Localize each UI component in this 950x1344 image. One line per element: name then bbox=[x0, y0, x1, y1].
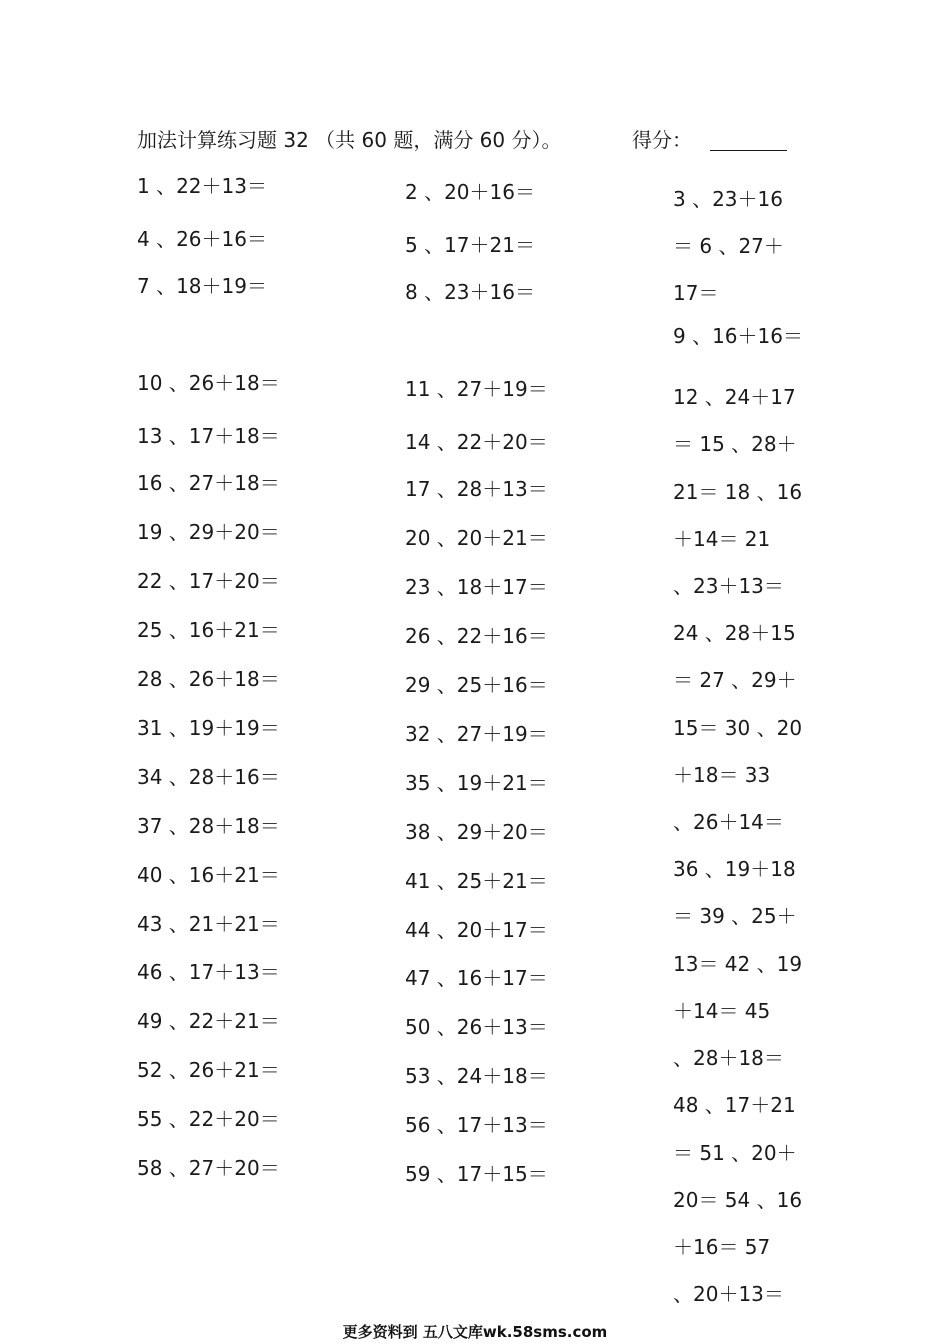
question-23: 23 、18＋17＝ bbox=[405, 575, 548, 599]
question-49: 49 、22＋21＝ bbox=[137, 1009, 280, 1033]
question-31: 31 、19＋19＝ bbox=[137, 716, 280, 740]
question-line: ＝ 6 、27＋ bbox=[673, 234, 784, 258]
question-38: 38 、29＋20＝ bbox=[405, 820, 548, 844]
question-35: 35 、19＋21＝ bbox=[405, 771, 548, 795]
score-label: 得分： bbox=[632, 128, 692, 152]
question-line: ＋18＝ 33 bbox=[673, 763, 771, 787]
question-4: 4 、26＋16＝ bbox=[137, 227, 267, 251]
question-56: 56 、17＋13＝ bbox=[405, 1113, 548, 1137]
question-37: 37 、28＋18＝ bbox=[137, 814, 280, 838]
question-line: 、20＋13＝ bbox=[673, 1282, 784, 1306]
question-44: 44 、20＋17＝ bbox=[405, 918, 548, 942]
question-46: 46 、17＋13＝ bbox=[137, 960, 280, 984]
question-28: 28 、26＋18＝ bbox=[137, 667, 280, 691]
question-29: 29 、25＋16＝ bbox=[405, 673, 548, 697]
question-50: 50 、26＋13＝ bbox=[405, 1015, 548, 1039]
question-59: 59 、17＋15＝ bbox=[405, 1162, 548, 1186]
question-52: 52 、26＋21＝ bbox=[137, 1058, 280, 1082]
question-20: 20 、20＋21＝ bbox=[405, 526, 548, 550]
question-16: 16 、27＋18＝ bbox=[137, 471, 280, 495]
question-line: 36 、19＋18 bbox=[673, 857, 796, 881]
question-line: 15＝ 30 、20 bbox=[673, 716, 803, 740]
question-line: 9 、16＋16＝ bbox=[673, 324, 803, 348]
question-line: ＝ 39 、25＋ bbox=[673, 904, 797, 928]
question-40: 40 、16＋21＝ bbox=[137, 863, 280, 887]
question-55: 55 、22＋20＝ bbox=[137, 1107, 280, 1131]
question-line: 24 、28＋15 bbox=[673, 621, 796, 645]
question-58: 58 、27＋20＝ bbox=[137, 1156, 280, 1180]
worksheet-title: 加法计算练习题 32 （共 60 题，满分 60 分）。 bbox=[137, 128, 562, 152]
question-line: 、23＋13＝ bbox=[673, 574, 784, 598]
question-34: 34 、28＋16＝ bbox=[137, 765, 280, 789]
question-line: 13＝ 42 、19 bbox=[673, 952, 803, 976]
question-41: 41 、25＋21＝ bbox=[405, 869, 548, 893]
question-10: 10 、26＋18＝ bbox=[137, 371, 280, 395]
question-line: 17＝ bbox=[673, 281, 719, 305]
question-25: 25 、16＋21＝ bbox=[137, 618, 280, 642]
question-22: 22 、17＋20＝ bbox=[137, 569, 280, 593]
question-43: 43 、21＋21＝ bbox=[137, 912, 280, 936]
question-line: ＋16＝ 57 bbox=[673, 1235, 771, 1259]
question-line: 48 、17＋21 bbox=[673, 1093, 796, 1117]
footer-watermark: 更多资料到 五八文库wk.58sms.com bbox=[342, 1323, 608, 1341]
score-blank-line bbox=[710, 150, 787, 151]
question-line: ＝ 27 、29＋ bbox=[673, 668, 797, 692]
question-1: 1 、22＋13＝ bbox=[137, 174, 267, 198]
question-13: 13 、17＋18＝ bbox=[137, 424, 280, 448]
question-7: 7 、18＋19＝ bbox=[137, 274, 267, 298]
question-2: 2 、20＋16＝ bbox=[405, 180, 535, 204]
question-line: 21＝ 18 、16 bbox=[673, 480, 803, 504]
question-5: 5 、17＋21＝ bbox=[405, 233, 535, 257]
question-line: ＝ 15 、28＋ bbox=[673, 432, 797, 456]
question-47: 47 、16＋17＝ bbox=[405, 966, 548, 990]
question-8: 8 、23＋16＝ bbox=[405, 280, 535, 304]
question-line: 、26＋14＝ bbox=[673, 810, 784, 834]
question-32: 32 、27＋19＝ bbox=[405, 722, 548, 746]
question-line: 、28＋18＝ bbox=[673, 1046, 784, 1070]
question-line: 20＝ 54 、16 bbox=[673, 1188, 803, 1212]
question-17: 17 、28＋13＝ bbox=[405, 477, 548, 501]
question-line: 12 、24＋17 bbox=[673, 385, 796, 409]
question-19: 19 、29＋20＝ bbox=[137, 520, 280, 544]
question-line: ＝ 51 、20＋ bbox=[673, 1141, 797, 1165]
question-26: 26 、22＋16＝ bbox=[405, 624, 548, 648]
question-11: 11 、27＋19＝ bbox=[405, 377, 548, 401]
question-line: 3 、23＋16 bbox=[673, 187, 783, 211]
question-line: ＋14＝ 45 bbox=[673, 999, 771, 1023]
question-line: ＋14＝ 21 bbox=[673, 527, 771, 551]
question-53: 53 、24＋18＝ bbox=[405, 1064, 548, 1088]
question-14: 14 、22＋20＝ bbox=[405, 430, 548, 454]
